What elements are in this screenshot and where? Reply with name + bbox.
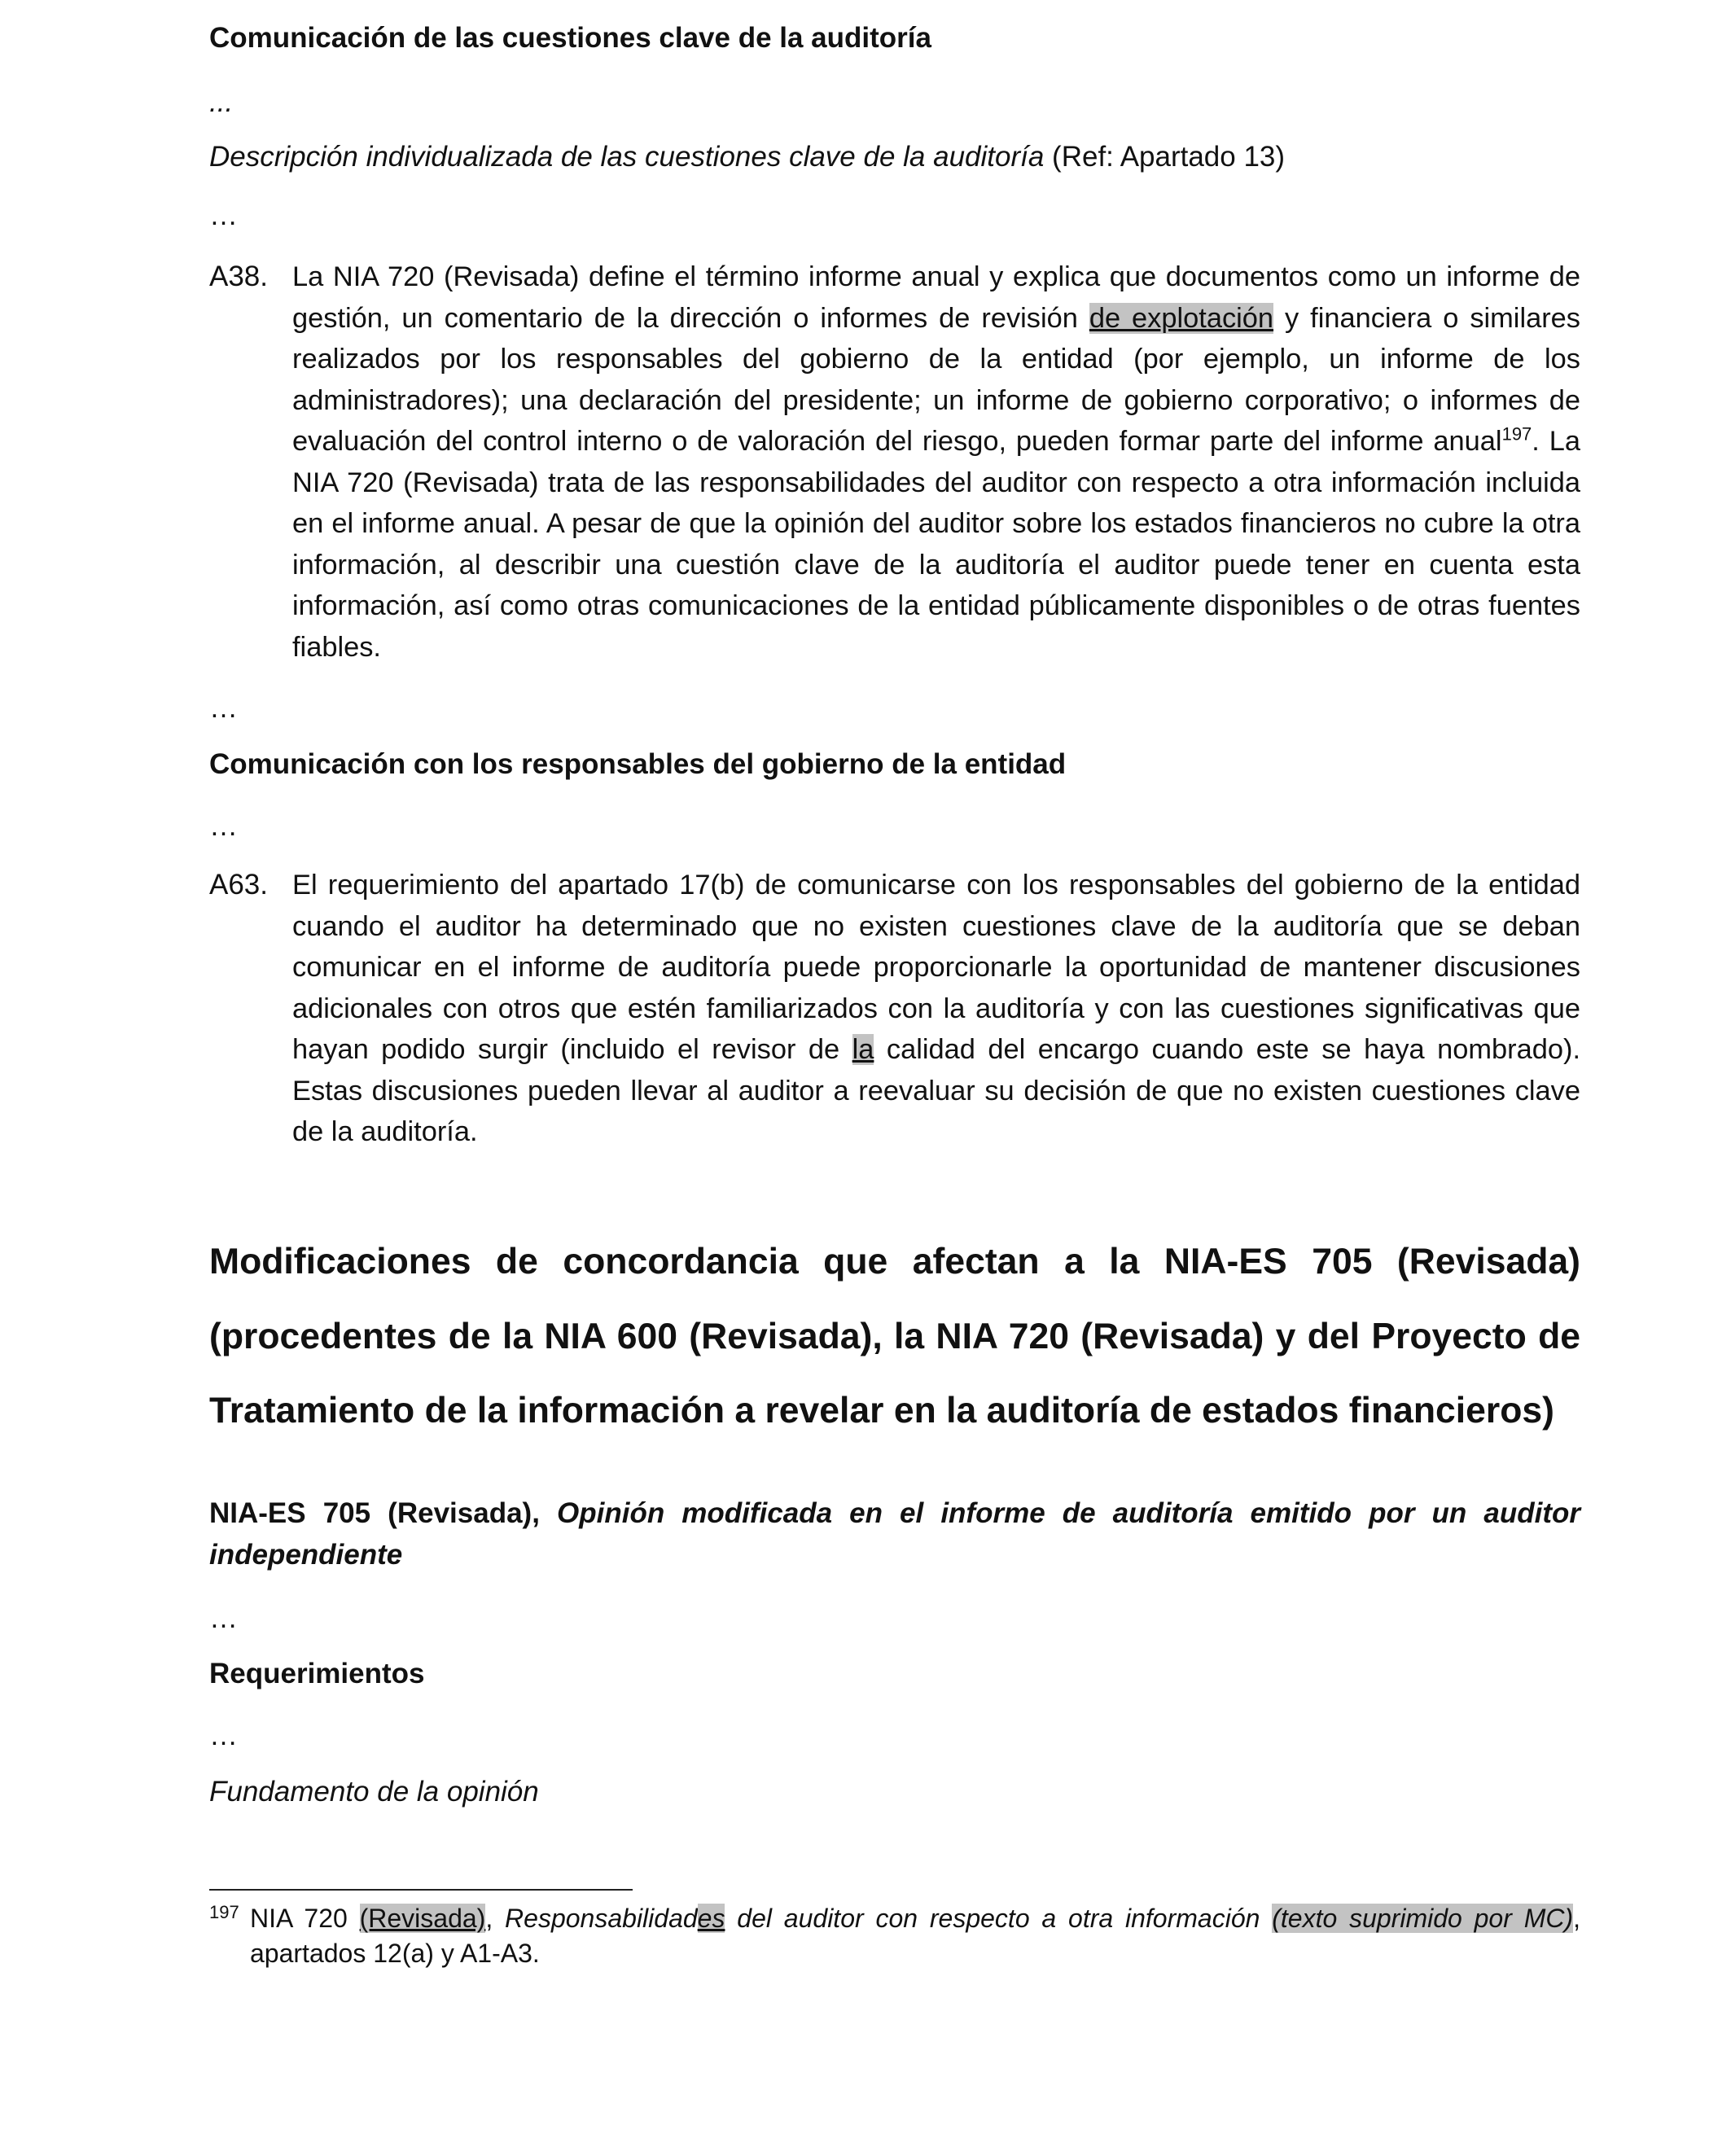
standard-title <box>209 1493 1580 1575</box>
footnote-197 <box>250 1901 1580 1971</box>
ellipsis: … <box>209 692 238 724</box>
heading-governance-communication: Comunicación con los responsables del gobierno de la entidad <box>209 748 1067 780</box>
paragraph-a63-text: calidad del encargo cuando este se haya nombrado). Estas discusiones pueden llevar al auditor a reevaluar su decisión de que no existen cuestiones clave de la auditoría. <box>292 1034 1581 1147</box>
paragraph-a63 <box>292 865 1580 1153</box>
footnote-text: , apartados 12(a) y A1-A3. <box>250 1904 1581 1968</box>
standard-title-name: Opinión modificada en el informe de auditoría emitido por un auditor independiente <box>209 1497 1580 1571</box>
footnote-italic-text: del auditor con respecto a otra información <box>725 1904 1273 1933</box>
footnote-text: , <box>485 1904 506 1933</box>
standard-title-code: NIA-ES 705 (Revisada), <box>209 1497 558 1529</box>
subheading-text: Descripción individualizada de las cuestiones clave de la auditoría <box>209 141 1045 173</box>
paragraph-a38 <box>292 256 1580 668</box>
footnote-number: 197 <box>209 1902 239 1922</box>
heading-requirements: Requerimientos <box>209 1658 425 1689</box>
paragraph-a63-text: El requerimiento del apartado 17(b) de comunicarse con los responsables del gobierno de la entidad cuando el auditor ha determinado que no existen cuestiones clave de la auditoría que se deban comunicar en el informe de auditoría puede proporcionarle la oportunidad de mantener discusiones adicionales con otros que estén familiarizados con la auditoría y con las cuestiones significativas que hayan podido surgir (incluido el revisor de <box>292 870 1580 1065</box>
tracked-change-highlight: (texto suprimido por MC) <box>1272 1904 1574 1933</box>
footnote-reference[interactable]: 197 <box>1501 423 1532 445</box>
ellipsis: ... <box>209 86 234 118</box>
subheading-individual-description <box>209 137 1580 178</box>
subheading-ref: (Ref: Apartado 13) <box>1044 141 1286 173</box>
footnote-text: NIA 720 <box>250 1904 360 1933</box>
paragraph-number-a38: A38. <box>209 261 268 292</box>
ellipsis: … <box>209 1602 238 1634</box>
footnote-italic-text: Responsabilidad <box>505 1904 698 1933</box>
ellipsis: … <box>209 199 238 231</box>
paragraph-number-a63: A63. <box>209 869 268 901</box>
paragraph-a38-text: . La NIA 720 (Revisada) trata de las responsabilidades del auditor con respecto a otra información incluida en el informe anual. A pesar de que la opinión del auditor sobre los estados financieros no cubre la otra información, al describir una cuestión clave de la auditoría el auditor puede tener en cuenta esta información, así como otras comunicaciones de la entidad públicamente disponibles o de otras fuentes fiables. <box>292 426 1580 663</box>
paragraph-a38-text: La NIA 720 (Revisada) define el término informe anual y explica que documentos como un informe de gestión, un comentario de la dirección o informes de revisión <box>292 261 1580 334</box>
ellipsis: … <box>209 810 238 842</box>
tracked-change-highlight: la <box>852 1034 874 1065</box>
heading-conforming-amendments: Modificaciones de concordancia que afectan a la NIA-ES 705 (Revisada) (procedentes de la NIA 600 (Revisada), la NIA 720 (Revisada) y del Proyecto de Tratamiento de la información a revelar en la auditoría de estados financieros) <box>209 1242 1580 1431</box>
footnote-separator <box>209 1889 633 1891</box>
ellipsis: … <box>209 1720 238 1751</box>
tracked-change-highlight: de explotación <box>1089 302 1274 334</box>
subheading-basis-for-opinion: Fundamento de la opinión <box>209 1776 539 1808</box>
paragraph-a38-text: y financiera o similares realizados por los responsables del gobierno de la entidad (por ejemplo, un informe de los administradores); una declaración del presidente; un informe de gobierno corporativo; o informes de evaluación del control interno o de valoración del riesgo, pueden formar parte del informe anual <box>292 302 1580 457</box>
tracked-change-highlight: (Revisada) <box>359 1904 486 1933</box>
tracked-change-highlight: es <box>697 1904 725 1933</box>
heading-key-audit-matters-communication: Comunicación de las cuestiones clave de la auditoría <box>209 22 931 54</box>
